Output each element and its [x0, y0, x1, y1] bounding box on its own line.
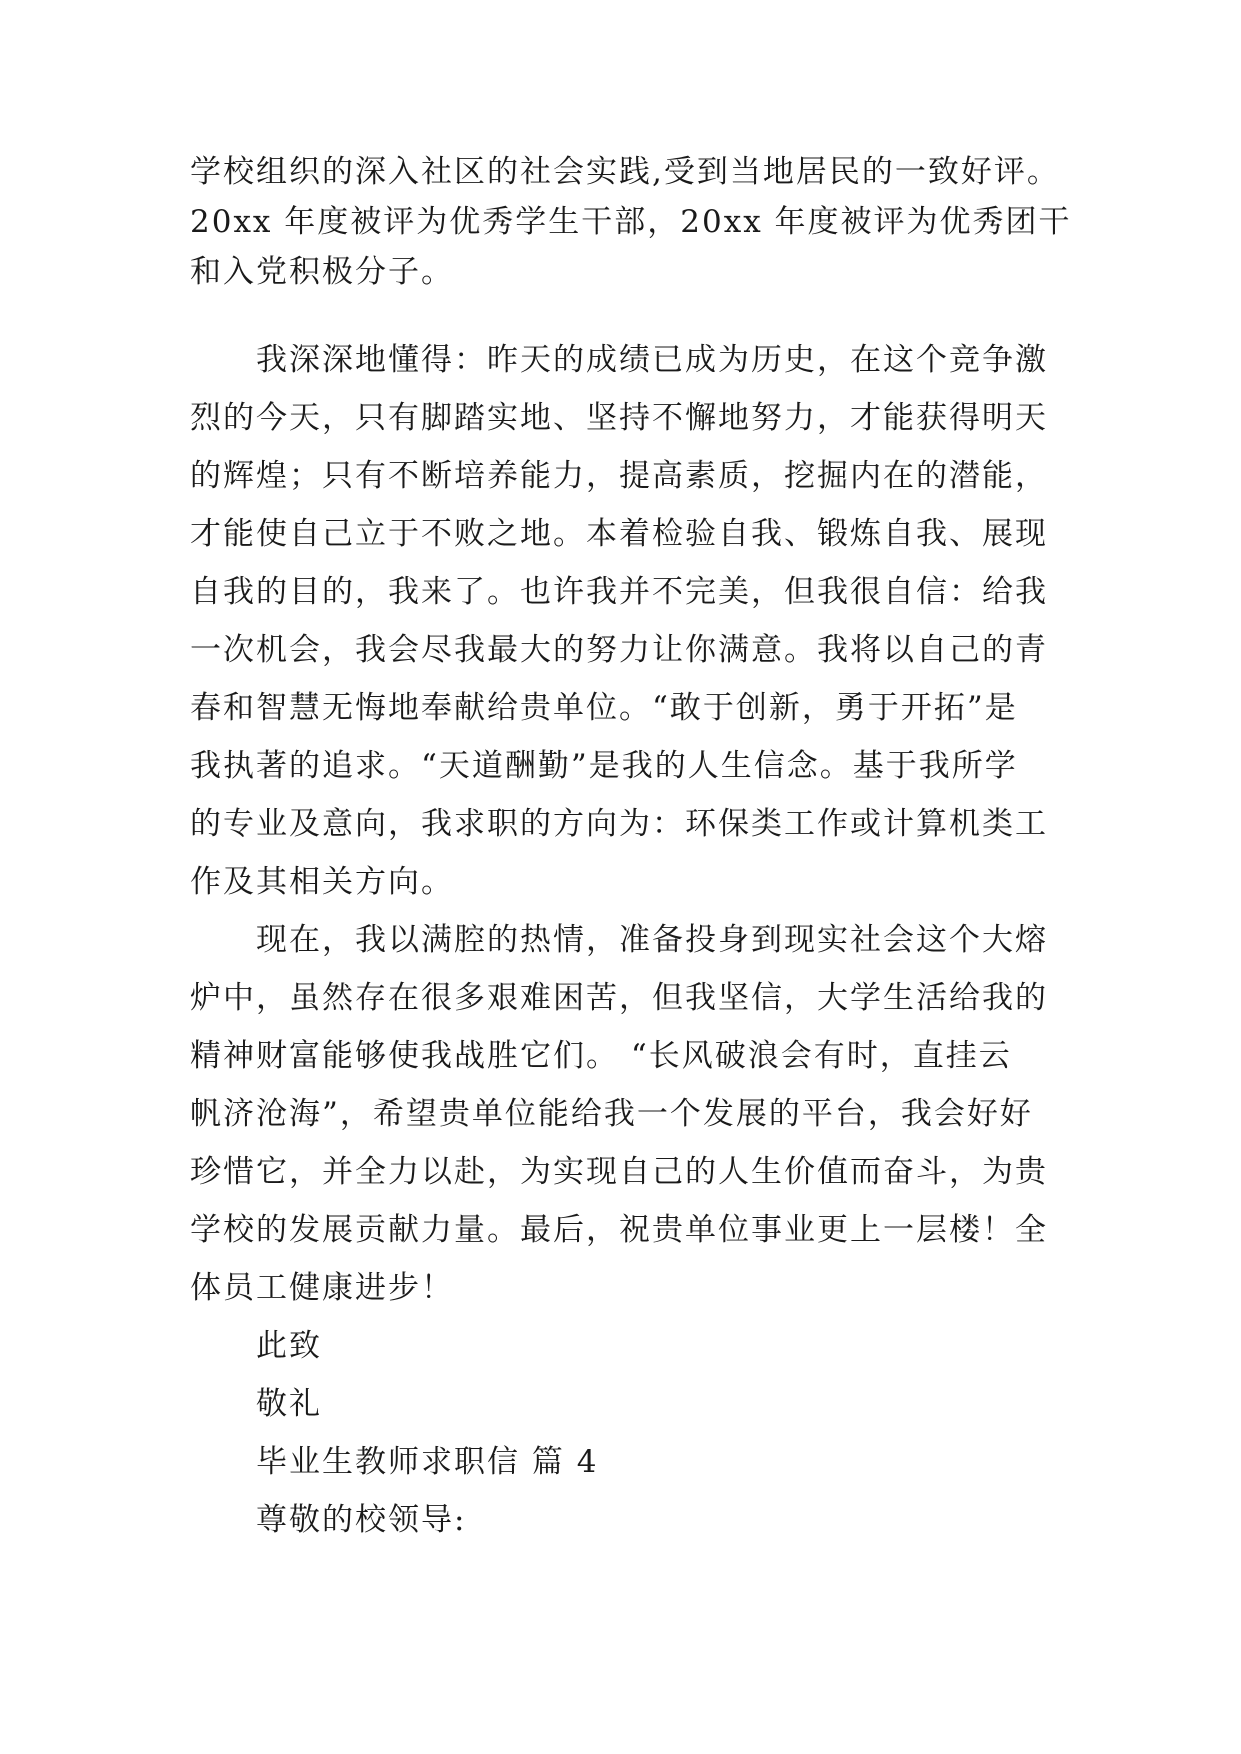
- text-line: 体员工健康进步！: [190, 1270, 454, 1306]
- text-line: 炉中，虽然存在很多艰难困苦，但我坚信，大学生活给我的: [190, 980, 1048, 1016]
- paragraph-first-line: 我深深地懂得：昨天的成绩已成为历史，在这个竞争激: [256, 342, 1048, 378]
- text-line: 学校的发展贡献力量。最后，祝贵单位事业更上一层楼！全: [190, 1212, 1048, 1248]
- text-line: 的专业及意向，我求职的方向为：环保类工作或计算机类工: [190, 806, 1048, 842]
- closing-salutation: 此致: [256, 1328, 322, 1364]
- paragraph-first-line: 现在，我以满腔的热情，准备投身到现实社会这个大熔: [256, 922, 1048, 958]
- text-line: 作及其相关方向。: [190, 864, 454, 900]
- text-line: 烈的今天，只有脚踏实地、坚持不懈地努力，才能获得明天: [190, 400, 1048, 436]
- text-line: 珍惜它，并全力以赴，为实现自己的人生价值而奋斗，为贵: [190, 1154, 1048, 1190]
- text-line: 学校组织的深入社区的社会实践,受到当地居民的一致好评。: [190, 154, 1060, 190]
- closing-regards: 敬礼: [256, 1386, 322, 1422]
- text-line: 我执著的追求。“天道酬勤”是我的人生信念。基于我所学: [190, 748, 1018, 784]
- text-line: 一次机会，我会尽我最大的努力让你满意。我将以自己的青: [190, 632, 1048, 668]
- text-line: 帆济沧海”，希望贵单位能给我一个发展的平台，我会好好: [190, 1096, 1033, 1132]
- text-line: 自我的目的，我来了。也许我并不完美，但我很自信：给我: [190, 574, 1048, 610]
- section-heading: 毕业生教师求职信 篇 4: [256, 1444, 599, 1480]
- text-line: 春和智慧无悔地奉献给贵单位。“敢于创新，勇于开拓”是: [190, 690, 1018, 726]
- text-line: 才能使自己立于不败之地。本着检验自我、锻炼自我、展现: [190, 516, 1048, 552]
- text-line: 精神财富能够使我战胜它们。 “长风破浪会有时，直挂云: [190, 1038, 1012, 1074]
- text-line: 的辉煌；只有不断培养能力，提高素质，挖掘内在的潜能，: [190, 458, 1048, 494]
- letter-greeting: 尊敬的校领导:: [256, 1502, 467, 1538]
- text-line: 20xx 年度被评为优秀学生干部，20xx 年度被评为优秀团干: [190, 204, 1072, 240]
- text-line: 和入党积极分子。: [190, 254, 454, 290]
